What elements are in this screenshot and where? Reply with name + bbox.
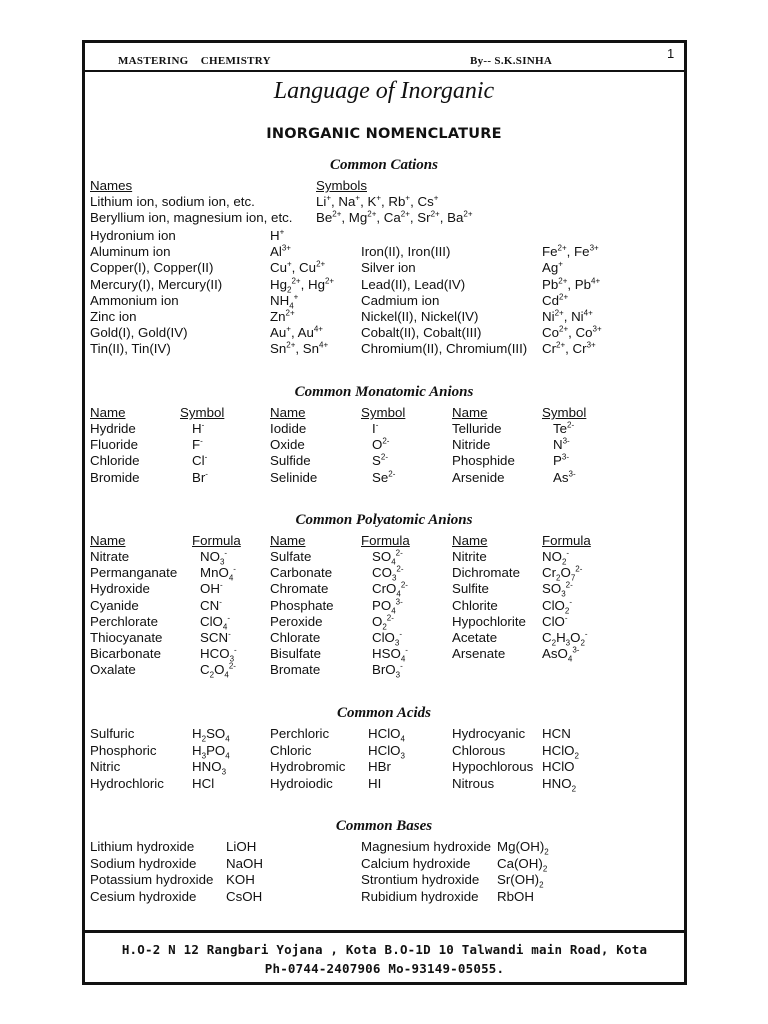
- page-number: 1: [667, 46, 675, 61]
- monatomic-column-header: Name: [90, 405, 126, 420]
- anion-name: Bicarbonate: [90, 646, 161, 662]
- polyatomic-column-header: Name: [90, 533, 126, 548]
- anion-formula: OH-: [200, 580, 223, 597]
- anion-formula: $HSO_4^-$: [372, 645, 408, 664]
- anion-symbol: $N^{3-}$: [553, 436, 570, 453]
- anion-formula: ClO$_4$-: [200, 613, 231, 632]
- cation-name: Mercury(I), Mercury(II): [90, 276, 223, 292]
- acid-formula: $HNO_2$: [542, 775, 577, 794]
- anion-name: Oxalate: [90, 662, 136, 678]
- cation-name: Copper(I), Copper(II): [90, 260, 214, 276]
- anion-name: Peroxide: [270, 613, 323, 629]
- section-polyatomic-heading: Common Polyatomic Anions: [295, 512, 473, 528]
- anion-formula: $SO_4^{2-}$: [372, 548, 403, 567]
- anion-symbol: H-: [192, 420, 205, 436]
- anion-symbol: $S^{2-}$: [372, 452, 388, 469]
- anion-name: Bromide: [90, 469, 140, 485]
- cation-symbol: Cu+, $Cu^{2+}$: [270, 259, 326, 276]
- acid-name: Hydrobromic: [270, 759, 346, 774]
- base-formula: KOH: [226, 872, 255, 887]
- cation-name: Hydronium ion: [90, 228, 176, 243]
- acid-formula: $H_3PO_4$: [192, 742, 230, 761]
- anion-formula: AsO$_4^{3-}$: [542, 645, 580, 664]
- anion-name: Hypochlorite: [452, 613, 526, 629]
- acid-name: Phosphoric: [90, 742, 157, 758]
- monatomic-column-header: Name: [452, 405, 488, 420]
- acid-name: Nitrous: [452, 775, 495, 791]
- acid-formula: HCN: [542, 726, 571, 741]
- anion-formula: MnO$_4$-: [200, 564, 236, 583]
- polyatomic-column-header: Formula: [542, 533, 591, 548]
- anion-formula: $Cr_2O_7^{2-}$: [542, 564, 583, 583]
- cations-header-names: Names: [90, 178, 133, 193]
- anion-name: Phosphide: [452, 453, 515, 469]
- anion-name: Chlorate: [270, 630, 321, 645]
- cation-name: Gold(I), Gold(IV): [90, 325, 188, 341]
- base-formula: $Ca(OH)_2$: [497, 855, 548, 874]
- base-formula: RbOH: [497, 888, 534, 904]
- anion-formula: ClO$_2$-: [542, 597, 573, 616]
- anion-name: Acetate: [452, 630, 498, 645]
- header-rule: [82, 70, 687, 72]
- anion-name: Arsenate: [452, 646, 506, 662]
- anion-name: Telluride: [452, 421, 502, 436]
- anion-name: Permanganate: [90, 565, 178, 581]
- monatomic-column-header: Symbol: [180, 405, 225, 420]
- monatomic-column-header: Name: [270, 405, 306, 420]
- anion-formula: CN-: [200, 597, 222, 613]
- acid-formula: HClO: [542, 759, 575, 774]
- anion-name: Dichromate: [452, 565, 520, 581]
- cation-name: Iron(II), Iron(III): [361, 244, 451, 260]
- anion-name: Hydride: [90, 421, 136, 436]
- anion-name: Selinide: [270, 469, 318, 485]
- base-name: Lithium hydroxide: [90, 839, 195, 854]
- anion-name: Iodide: [270, 421, 307, 436]
- anion-name: Nitrate: [90, 549, 130, 564]
- anion-symbol: Cl-: [192, 452, 208, 469]
- acid-name: Perchloric: [270, 726, 330, 741]
- anion-name: Bromate: [270, 662, 321, 678]
- anion-formula: $CO_3^{2-}$: [372, 564, 404, 583]
- acid-name: Chloric: [270, 742, 312, 758]
- anion-formula: $C_2H_3O_2^-$: [542, 629, 588, 648]
- acid-formula: $H_2SO_4$: [192, 726, 230, 744]
- acid-formula: HCl: [192, 775, 215, 791]
- anion-name: Cyanide: [90, 597, 139, 613]
- anion-name: Oxide: [270, 437, 305, 453]
- cation-name: Silver ion: [361, 260, 416, 276]
- base-formula: CsOH: [226, 888, 263, 904]
- acid-formula: $HNO_3$: [192, 759, 227, 777]
- anion-name: Nitride: [452, 437, 491, 453]
- anion-formula: $NO_2^-$: [542, 548, 570, 567]
- anion-symbol: $Te^{2-}$: [553, 420, 575, 436]
- acid-name: Chlorous: [452, 742, 506, 758]
- anion-formula: ClO-: [542, 613, 568, 629]
- section-acids-heading: Common Acids: [336, 705, 432, 721]
- page-subtitle: INORGANIC NOMENCLATURE: [266, 126, 502, 142]
- base-formula: LiOH: [226, 839, 257, 854]
- acid-name: Hydrochloric: [90, 775, 164, 791]
- anion-name: Chlorite: [452, 597, 498, 613]
- base-name: Calcium hydroxide: [361, 855, 471, 871]
- cation-name: Aluminum ion: [90, 244, 171, 260]
- anion-name: Chloride: [90, 453, 140, 469]
- cation-name: Cobalt(II), Cobalt(III): [361, 325, 482, 341]
- acid-name: Hydrocyanic: [452, 726, 526, 741]
- base-name: Strontium hydroxide: [361, 872, 480, 887]
- anion-name: Thiocyanate: [90, 630, 163, 645]
- anion-symbol: $P^{3-}$: [553, 452, 569, 469]
- anion-formula: $HCO_3^-$: [200, 645, 237, 664]
- anion-formula: SCN-: [200, 629, 231, 645]
- acid-name: Hydroiodic: [270, 775, 333, 791]
- anion-formula: $O_2^{2-}$: [372, 613, 394, 632]
- anion-formula: BrO$_3$-: [372, 661, 403, 681]
- section-cations-heading: Common Cations: [330, 157, 438, 173]
- cation-name: Cadmium ion: [361, 292, 440, 308]
- cation-symbol: $Ni^{2+}$, $Ni^{4+}$: [542, 308, 593, 324]
- footer-phone: Ph-0744-2407906 Mo-93149-05055.: [264, 961, 505, 976]
- cation-symbol: $Pb^{2+}$, $Pb^{4+}$: [542, 276, 601, 292]
- polyatomic-column-header: Formula: [361, 533, 410, 548]
- section-bases-heading: Common Bases: [335, 818, 433, 834]
- anion-name: Sulfate: [270, 549, 312, 564]
- anion-name: Nitrite: [452, 549, 487, 564]
- cations-header-symbols: Symbols: [316, 178, 367, 193]
- cation-symbol: $Hg_2^{2+}$, $Hg^{2+}$: [270, 276, 335, 295]
- anion-name: Sulfite: [452, 581, 489, 597]
- header-left: MASTERING CHEMISTRY: [118, 55, 271, 67]
- cation-symbol: Au+, $Au^{4+}$: [270, 324, 323, 341]
- polyatomic-column-header: Name: [452, 533, 488, 548]
- footer-rule: [82, 930, 687, 933]
- anion-formula: ClO$_3$-: [372, 629, 403, 648]
- polyatomic-column-header: Name: [270, 533, 306, 548]
- anion-name: Arsenide: [452, 469, 505, 485]
- base-formula: $Mg(OH)_2$: [497, 839, 549, 857]
- cation-name: Lithium ion, sodium ion, etc.: [90, 194, 255, 209]
- acid-formula: HClO$_3$: [368, 742, 405, 761]
- anion-name: Carbonate: [270, 565, 333, 581]
- anion-formula: $PO_4^{3-}$: [372, 597, 403, 616]
- acid-name: Sulfuric: [90, 726, 135, 741]
- acid-name: Nitric: [90, 759, 121, 774]
- cation-name: Chromium(II), Chromium(III): [361, 341, 528, 357]
- base-formula: NaOH: [226, 855, 263, 871]
- anion-symbol: I-: [372, 420, 379, 436]
- anion-formula: $SO_3^{2-}$: [542, 580, 573, 600]
- cation-name: Lead(II), Lead(IV): [361, 276, 466, 292]
- polyatomic-column-header: Formula: [192, 533, 241, 548]
- anion-name: Chromate: [270, 581, 329, 597]
- acid-name: Hypochlorous: [452, 759, 534, 774]
- acid-formula: HBr: [368, 759, 391, 774]
- acid-formula: HClO$_2$: [542, 742, 579, 761]
- acid-formula: HClO$_4$: [368, 726, 405, 744]
- anion-symbol: $O^{2-}$: [372, 436, 390, 453]
- cation-name: Tin(II), Tin(IV): [90, 341, 171, 357]
- anion-name: Perchlorate: [90, 613, 158, 629]
- section-monatomic-heading: Common Monatomic Anions: [294, 384, 474, 400]
- base-name: Magnesium hydroxide: [361, 839, 492, 854]
- cation-name: Nickel(II), Nickel(IV): [361, 309, 479, 324]
- page-title: Language of Inorganic: [273, 78, 495, 104]
- anion-name: Bisulfate: [270, 646, 321, 662]
- anion-symbol: F-: [192, 436, 203, 453]
- anion-formula: $NO_3^-$: [200, 548, 228, 567]
- anion-name: Sulfide: [270, 453, 311, 469]
- anion-symbol: $Se^{2-}$: [372, 469, 396, 485]
- cation-symbol: $Al^{3+}$: [270, 243, 291, 260]
- base-name: Sodium hydroxide: [90, 855, 197, 871]
- base-name: Rubidium hydroxide: [361, 888, 479, 904]
- cation-symbol: $Cr^{2+}$, $Cr^{3+}$: [542, 340, 596, 357]
- cation-symbol: $NH_4^+$: [270, 292, 299, 311]
- anion-name: Hydroxide: [90, 581, 150, 597]
- monatomic-column-header: Symbol: [361, 405, 406, 420]
- anion-symbol: $As^{3-}$: [553, 469, 576, 485]
- base-name: Potassium hydroxide: [90, 872, 214, 887]
- cation-name: Beryllium ion, magnesium ion, etc.: [90, 210, 293, 225]
- cation-symbol: $Cd^{2+}$: [542, 292, 569, 308]
- cation-name: Zinc ion: [90, 309, 137, 324]
- monatomic-column-header: Symbol: [542, 405, 587, 420]
- footer-address: H.O-2 N 12 Rangbari Yojana , Kota B.O-1D 10 Talwandi main Road, Kota: [121, 942, 648, 957]
- cation-name: Ammonium ion: [90, 292, 179, 308]
- anion-formula: $C_2O_4^{2-}$: [200, 661, 236, 681]
- cation-symbol: $Be^{2+}$, $Mg^{2+}$, $Ca^{2+}$, $Sr^{2+}$, $Ba^{2+}$: [316, 209, 473, 225]
- cation-symbol: $Fe^{2+}$, $Fe^{3+}$: [542, 243, 599, 260]
- base-name: Cesium hydroxide: [90, 888, 197, 904]
- cation-symbol: $Co^{2+}$, $Co^{3+}$: [542, 324, 602, 341]
- cation-symbol: Ag+: [542, 259, 563, 276]
- cation-symbol: Li+, Na+, K+, Rb+, Cs+: [316, 193, 439, 209]
- base-formula: $Sr(OH)_2$: [497, 872, 544, 890]
- anion-name: Fluoride: [90, 437, 139, 453]
- cation-symbol: H+: [270, 227, 285, 243]
- anion-symbol: Br-: [192, 469, 208, 485]
- header-right: By-- S.K.SINHA: [470, 55, 553, 67]
- cation-symbol: $Zn^{2+}$: [270, 308, 295, 324]
- anion-name: Phosphate: [270, 597, 334, 613]
- cation-symbol: $Sn^{2+}$, $Sn^{4+}$: [270, 340, 329, 357]
- acid-formula: HI: [368, 775, 382, 791]
- anion-formula: CrO$_4^{2-}$: [372, 580, 408, 600]
